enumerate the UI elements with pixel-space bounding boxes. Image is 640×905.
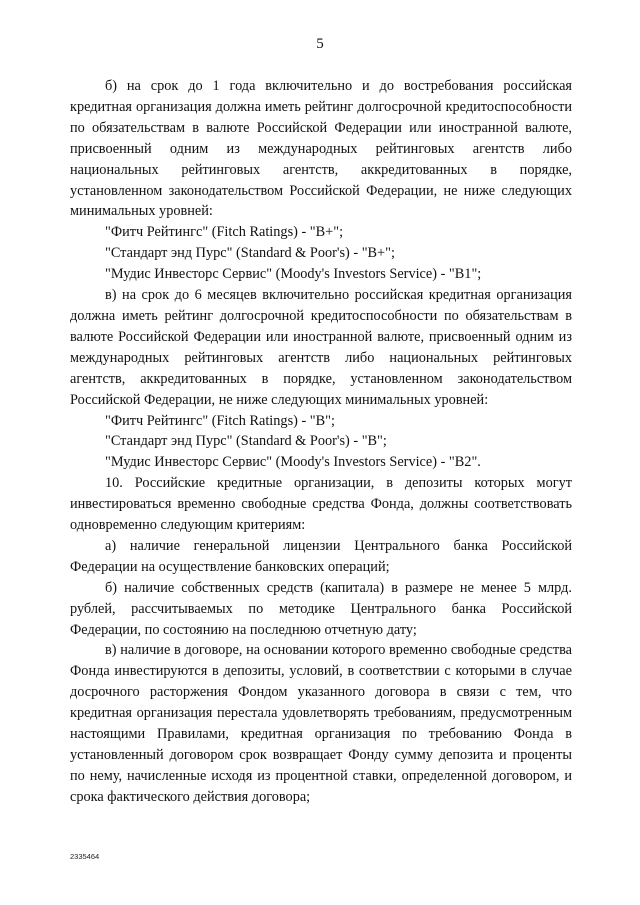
rating-sp-b: "Стандарт энд Пурс" (Standard & Poor's) - "B"; — [105, 433, 387, 450]
criterion-v-contract: в) наличие в договоре, на основании которого временно свободные средства Фонда инвестируются в депозиты, условий, в соответствии с которыми в случае досрочного расторжения Фондом указанного договора в связи с тем, что кредитная организация перестала удовлетворять требованиям, предусмотренным настоящими Правилами, кредитная организация по требованию Фонда в установленный договором срок возвращает Фонду сумму депозита и проценты по нему, начисленные исходя из процентной ставки, определенной договором, и срока фактического действия договора; — [70, 642, 572, 805]
rating-moodys-b2: "Мудис Инвесторс Сервис" (Moody's Investors Service) - "B2". — [105, 454, 481, 471]
rating-fitch-b-plus: "Фитч Рейтингс" (Fitch Ratings) - "B+"; — [105, 224, 344, 241]
criterion-a-license: а) наличие генеральной лицензии Центрального банка Российской Федерации на осуществление банковских операций; — [70, 537, 572, 575]
paragraph-10-criteria: 10. Российские кредитные организации, в депозиты которых могут инвестироваться временно свободные средства Фонда, должны соответствовать одновременно следующим критериям: — [70, 475, 572, 534]
paragraph-b-one-year: б) на срок до 1 года включительно и до востребования российская кредитная организация должна иметь рейтинг долгосрочной кредитоспособности по обязательствам в валюте Российской Федерации или иностранной валюте, присвоенный одним из международных рейтинговых агентств либо национальных рейтинговых агентств, аккредитованных в порядке, установленном законодательством Российской Федерации, не ниже следующих минимальных уровней: — [70, 78, 572, 220]
rating-fitch-b: "Фитч Рейтингс" (Fitch Ratings) - "B"; — [105, 412, 335, 429]
criterion-b-capital: б) наличие собственных средств (капитала) в размере не менее 5 млрд. рублей, рассчитываемых по методике Центрального банка Российской Федерации, по состоянию на последнюю отчетную дату; — [70, 579, 572, 638]
paragraph-v-six-months: в) на срок до 6 месяцев включительно российская кредитная организация должна иметь рейтинг долгосрочной кредитоспособности по обязательствам в валюте Российской Федерации или иностранной валюте, присвоенный одним из международных рейтинговых агентств либо национальных рейтинговых агентств, аккредитованных в порядке, установленном законодательством Российской Федерации, не ниже следующих минимальных уровней: — [70, 287, 572, 408]
document-body — [70, 76, 572, 808]
rating-sp-b-plus: "Стандарт энд Пурс" (Standard & Poor's) - "B+"; — [105, 245, 395, 262]
rating-moodys-b1: "Мудис Инвесторс Сервис" (Moody's Investors Service) - "B1"; — [105, 266, 482, 283]
document-code: 2335464 — [70, 852, 100, 861]
page-number: 5 — [316, 36, 324, 52]
